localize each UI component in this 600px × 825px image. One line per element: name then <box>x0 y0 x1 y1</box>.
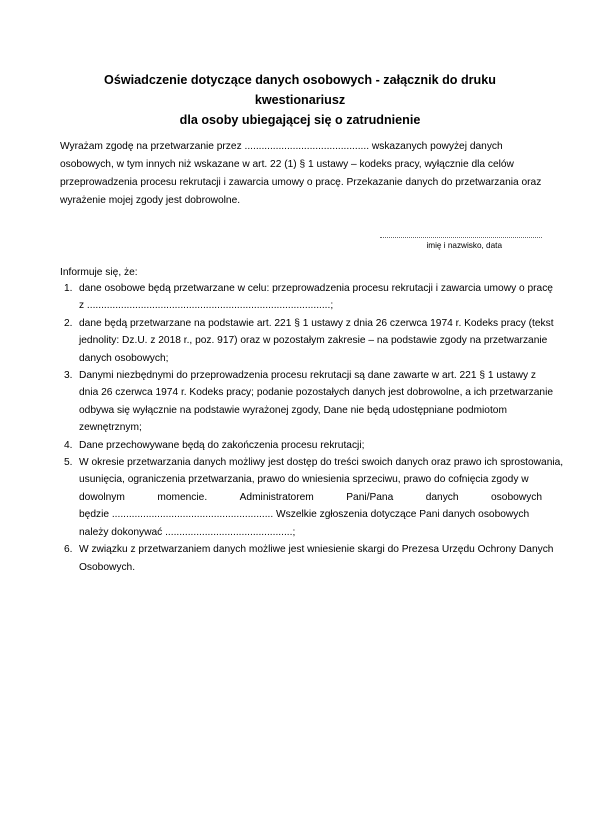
list-item-line: Osobowych. <box>79 561 136 573</box>
list-item-line: dane będą przetwarzane na podstawie art. 221 § 1 ustawy z dnia 26 czerwca 1974 r. Kodeks pracy (tekst <box>79 317 554 329</box>
list-item <box>60 437 542 454</box>
list-item-line: odbywa się wyłącznie na podstawie wyrażonej zgody, Dane nie będą udostępniane podmiotom <box>79 404 507 416</box>
list-item-number: 6. <box>64 544 73 556</box>
information-list <box>60 280 564 576</box>
document-title <box>60 70 540 130</box>
list-item-line: usunięcia, ograniczenia przetwarzania, prawo do wniesienia sprzeciwu, prawo do cofnięcia zgody w <box>79 474 529 486</box>
list-item-number: 1. <box>64 283 73 294</box>
list-item-line: jednolity: Dz.U. z 2018 r., poz. 917) oraz w pozostałym zakresie – na podstawie zgody na przetwarzanie <box>79 335 548 347</box>
list-item <box>60 280 553 315</box>
justified-word: osobowych <box>491 491 542 503</box>
list-item-line: zewnętrznym; <box>79 422 142 434</box>
justified-word: momencie. <box>157 491 208 503</box>
list-item <box>60 454 564 541</box>
signature-line <box>380 237 542 238</box>
list-item-line: W okresie przetwarzania danych możliwy jest dostęp do treści swoich danych oraz prawo ich sprostowania, <box>79 457 564 469</box>
list-item <box>60 541 554 576</box>
consent-line-1: Wyrażam zgodę na przetwarzanie przez ............................................ wskazanych powyżej danych <box>60 141 503 152</box>
consent-statement <box>60 138 542 210</box>
list-item-number: 5. <box>64 457 73 469</box>
list-item-line: Dane przechowywane będą do zakończenia procesu rekrutacji; <box>79 439 365 451</box>
justified-word: Administratorem <box>239 491 314 503</box>
list-item-line: dnia 26 czerwca 1974 r. Kodeks pracy; podanie pozostałych danych jest dobrowolne, a ich przetwarzanie <box>79 387 553 399</box>
justified-word: dowolnym <box>79 491 125 503</box>
list-item-line: danych osobowych; <box>79 352 169 364</box>
list-item-number: 4. <box>64 439 73 451</box>
list-item-justified-line <box>79 489 542 506</box>
list-item <box>60 367 553 437</box>
document-title-line-1: Oświadczenie dotyczące danych osobowych - załącznik do druku kwestionariusz <box>104 73 496 107</box>
document-title-line-2: dla osoby ubiegającej się o zatrudnienie <box>179 113 421 127</box>
signature-label: imię i nazwisko, data <box>426 241 502 250</box>
consent-line-3: przeprowadzenia procesu rekrutacji i zawarcia umowy o pracę. Przekazanie danych do przetwarzania oraz <box>60 177 542 188</box>
list-item-line: dane osobowe będą przetwarzane w celu: przeprowadzenia procesu rekrutacji i zawarcia umowy o pracę <box>79 283 553 294</box>
consent-line-4: wyrażenie mojej zgody jest dobrowolne. <box>60 195 241 206</box>
list-item-line: Danymi niezbędnymi do przeprowadzenia procesu rekrutacji są dane zawarte w art. 221 § 1 ustawy z <box>79 370 536 382</box>
list-item-line: W związku z przetwarzaniem danych możliwe jest wniesienie skargi do Prezesa Urzędu Ochrony Danych <box>79 544 554 556</box>
list-item-number: 2. <box>64 317 73 329</box>
list-item-line: należy dokonywać .............................................; <box>79 526 296 538</box>
list-item-line: będzie ......................................................... Wszelkie zgłoszenia dotyczące Pani danych osobowych <box>79 509 530 521</box>
list-item <box>60 315 554 367</box>
information-heading: Informuje się, że: <box>60 267 138 278</box>
consent-line-2: osobowych, w tym innych niż wskazane w art. 22 (1) § 1 ustawy – kodeks pracy, wyłącznie dla celów <box>60 159 514 170</box>
justified-word: Pani/Pana <box>346 491 394 503</box>
list-item-line: z ......................................................................................; <box>79 300 334 312</box>
list-item-number: 3. <box>64 370 73 382</box>
justified-word: danych <box>425 491 459 503</box>
